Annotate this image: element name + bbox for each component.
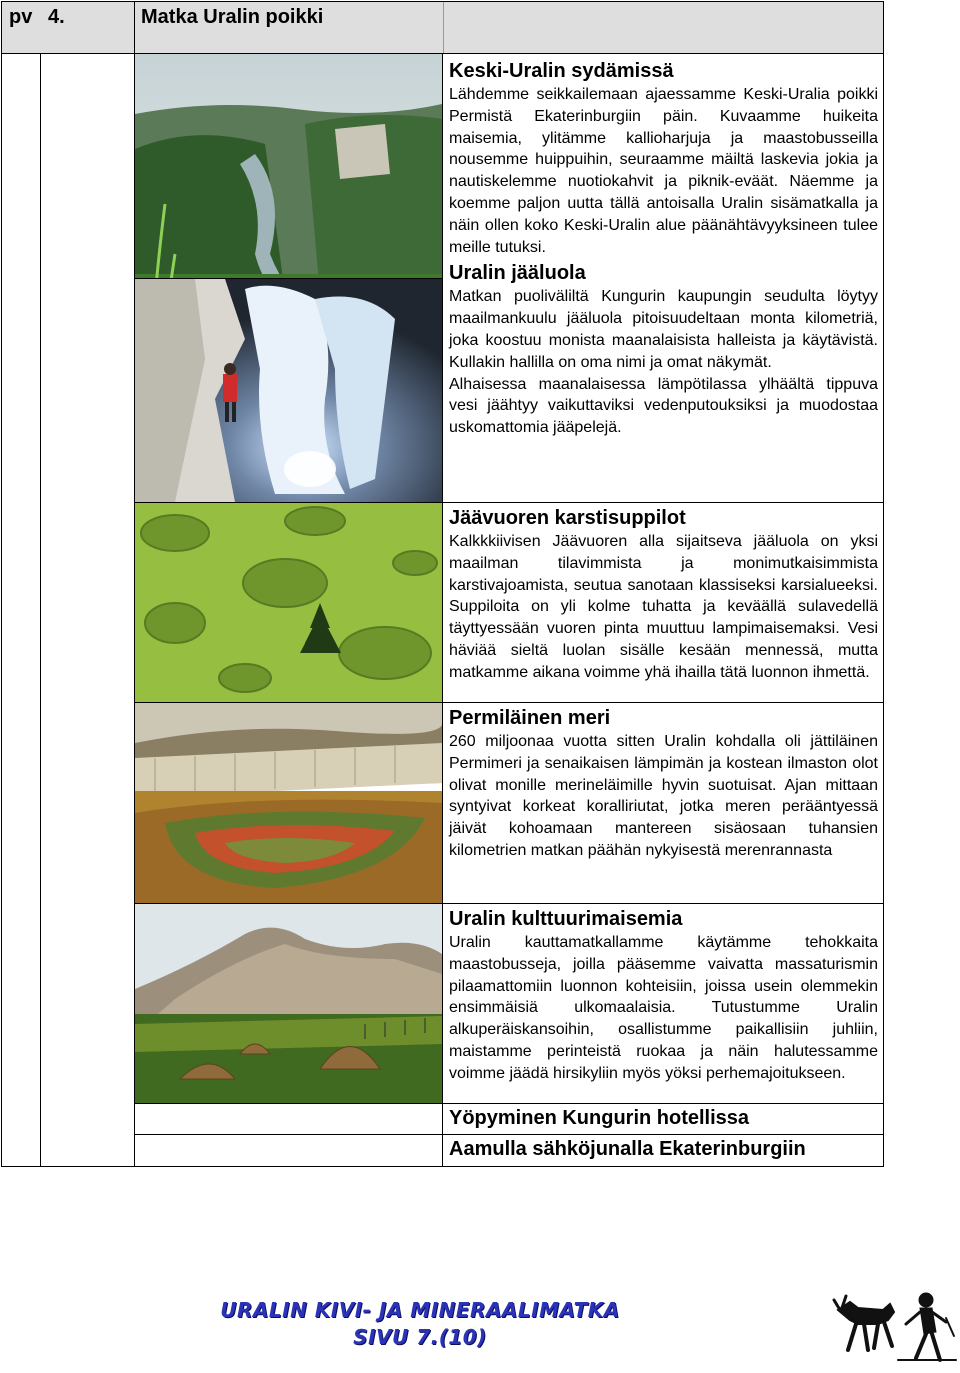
footer-title: URALIN KIVI- JA MINERAALIMATKA [220, 1298, 620, 1322]
text-cell-4 [442, 903, 884, 1104]
morning-train-row [442, 1134, 884, 1167]
section-heading: Uralin kulttuurimaisemia [449, 908, 683, 930]
section-paragraph: Lähdemme seikkailemaan ajaessamme Keski-Uralia poikki Permistä Ekaterinburgiin päin. Kuvaamme huikeita maisemia, ylitämme kallioharjuja ja maastobusseilla nousemme huippuihin, seuraamme mäiltä laskevia jokia ja nautiskelemme nuotiokahvit ja piknik-eväät. Näemme ja koemme paljon uutta tällä antoisalla Uralin sisämatkalla ja näin ollen koko Keski-Uralin alue päänähtävyyksineen tulee meille tutuksi. [449, 86, 878, 256]
page-title: Matka Uralin poikki [141, 6, 324, 28]
image-cell-3 [134, 502, 443, 703]
empty-column-2 [40, 53, 135, 1167]
text-cell-2 [442, 502, 884, 703]
morning-train-text: Aamulla sähköjunalla Ekaterinburgiin [449, 1138, 806, 1160]
section-paragraph: Alhaisessa maanalaisessa lämpötilassa ylhäältä tippuva vesi jäähtyy vaikuttaviksi vedenputouksiksi ja muodostaa uskomattomia jääpelejä. [449, 375, 878, 437]
section-heading: Uralin jääluola [449, 262, 586, 285]
section-heading: Keski-Uralin sydämissä [449, 60, 674, 82]
overnight-text: Yöpyminen Kungurin hotellissa [449, 1107, 750, 1129]
section-heading: Permiläinen meri [449, 707, 611, 729]
section-paragraph: 260 miljoonaa vuotta sitten Uralin kohdalla oli jättiläinen Permimeri ja senaikaisen lämpimän ja kostean ilmaston olot olivat monille merineläimille hyvin suotuisat. Ajan mittaan syntyivat korkeat koralliriutat, jotka meren perääntyessä jäivät kohoamaan mantereen sisäosaan tuhansien kilometrien matkan päähän nykyisestä merenrannasta [449, 733, 878, 859]
image-cell-2 [134, 278, 443, 503]
rock-art-logo [828, 1288, 960, 1368]
header-divider [443, 2, 444, 54]
empty-column-1 [1, 53, 41, 1167]
karst-sinkholes-photo [135, 503, 442, 702]
day-number: 4. [48, 6, 65, 28]
footer [220, 1298, 620, 1349]
overnight-row [442, 1103, 884, 1135]
section-heading: Jäävuoren karstisuppilot [449, 507, 686, 529]
title-header-cell [134, 1, 884, 54]
empty-image-cell-6 [134, 1103, 443, 1135]
day-header-cell [1, 1, 135, 54]
text-cell-1 [442, 53, 884, 503]
ice-cave-photo [135, 279, 442, 502]
text-cell-3 [442, 702, 884, 904]
section-paragraph: Matkan puoliväliltä Kungurin kaupungin seudulta löytyy maailmankuulu jääluola pitoisuudeltaan monta kilometriä, joka koostuu monista maanalaisista halleista ja käytävistä. Kullakin hallilla on oma nimi ja omat näkymät. [449, 288, 878, 371]
footer-page-number: SIVU 7.(10) [353, 1325, 487, 1349]
reef-cliffs-photo [135, 703, 442, 903]
section-paragraph: Kalkkkiivisen Jäävuoren alla sijaitseva jääluola on yksi maailman tilavimmista ja monimutkaisimmista karstivajoamista, seutua sanotaan klassiseksi karsialueeksi. Suppiloita on yli kolme tuhatta ja keväällä sulavedellä täyttyessään vuoren pinta muuttuu lampimaisemaksi. Vesi häviää sieltä luolan sisälle kesään mennessä, mutta matkamme aikana voimme yhä ihailla tätä luonnon ihmettä. [449, 533, 878, 681]
haystacks-mountain-photo [135, 904, 442, 1103]
empty-image-cell-7 [134, 1134, 443, 1167]
section-paragraph: Uralin kauttamatkallamme käytämme tehokkaita maastobusseja, joilla pääsemme vaivatta massaturismin pilaamattomiin luonnon kohteisiin, joissa usein olemmekin ensimmäisiä ulkomaalaisia. Tutustumme Uralin alkuperäiskansoihin, osallistumme paikallisiin juhliin, maistamme perinteistä ruokaa ja näin halutessamme voimme jäädä hirsikyliin myös yöksi perhemajoitukseen. [449, 934, 878, 1082]
image-cell-5 [134, 903, 443, 1104]
image-cell-4 [134, 702, 443, 904]
day-label: pv [9, 6, 33, 28]
